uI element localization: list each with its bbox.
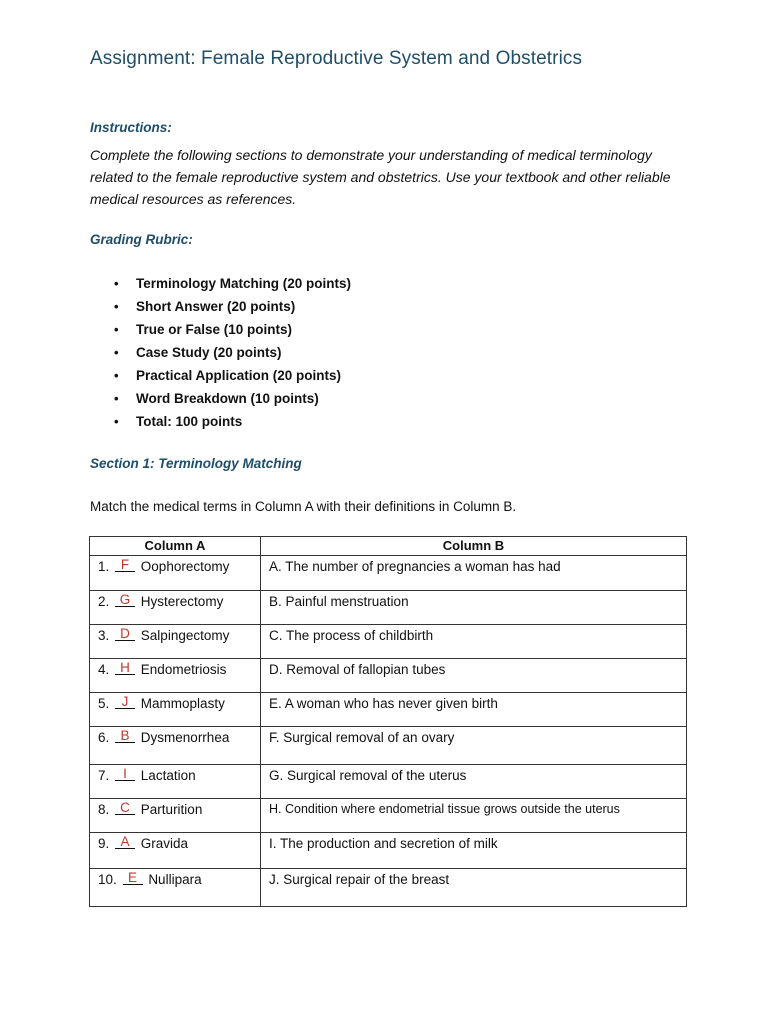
term-cell: 4. H Endometriosis <box>90 659 261 693</box>
term-cell: 7. I Lactation <box>90 765 261 799</box>
definition-cell: I. The production and secretion of milk <box>261 833 687 869</box>
bullet-icon: • <box>114 368 119 383</box>
rubric-list <box>110 273 351 434</box>
definition-cell: B. Painful menstruation <box>261 591 687 625</box>
table-row <box>90 727 687 765</box>
answer-blank[interactable]: E <box>123 871 143 885</box>
term-cell: 3. D Salpingectomy <box>90 625 261 659</box>
matching-table <box>89 536 687 907</box>
rubric-item: • Short Answer (20 points) <box>110 296 351 319</box>
table-row <box>90 833 687 869</box>
rubric-item: • Practical Application (20 points) <box>110 365 351 388</box>
table-row <box>90 556 687 591</box>
column-a-header: Column A <box>90 537 261 556</box>
bullet-icon: • <box>114 322 119 337</box>
answer-blank[interactable]: H <box>115 661 135 675</box>
definition-cell: G. Surgical removal of the uterus <box>261 765 687 799</box>
table-row <box>90 659 687 693</box>
table-row <box>90 693 687 727</box>
rubric-item: • Word Breakdown (10 points) <box>110 388 351 411</box>
section1-intro: Match the medical terms in Column A with their definitions in Column B. <box>90 499 517 514</box>
term-cell: 5. J Mammoplasty <box>90 693 261 727</box>
assignment-title: Assignment: Female Reproductive System and Obstetrics <box>90 48 583 69</box>
definition-cell: A. The number of pregnancies a woman has had <box>261 556 687 591</box>
definition-cell: J. Surgical repair of the breast <box>261 869 687 907</box>
bullet-icon: • <box>114 414 119 429</box>
answer-blank[interactable]: B <box>115 729 135 743</box>
rubric-item: • Terminology Matching (20 points) <box>110 273 351 296</box>
table-row <box>90 799 687 833</box>
answer-blank[interactable]: D <box>115 627 135 641</box>
term-cell: 2. G Hysterectomy <box>90 591 261 625</box>
term-cell: 8. C Parturition <box>90 799 261 833</box>
term-cell: 9. A Gravida <box>90 833 261 869</box>
definition-cell: F. Surgical removal of an ovary <box>261 727 687 765</box>
bullet-icon: • <box>114 299 119 314</box>
definition-cell: E. A woman who has never given birth <box>261 693 687 727</box>
answer-blank[interactable]: A <box>115 835 135 849</box>
rubric-item: • True or False (10 points) <box>110 319 351 342</box>
table-row <box>90 765 687 799</box>
term-cell: 1. F Oophorectomy <box>90 556 261 591</box>
section1-heading: Section 1: Terminology Matching <box>90 456 302 471</box>
instructions-heading: Instructions: <box>90 120 172 135</box>
definition-cell: H. Condition where endometrial tissue grows outside the uterus <box>261 799 687 833</box>
table-row <box>90 625 687 659</box>
answer-blank[interactable]: F <box>115 558 135 572</box>
bullet-icon: • <box>114 345 119 360</box>
bullet-icon: • <box>114 276 119 291</box>
answer-blank[interactable]: J <box>115 695 135 709</box>
table-row <box>90 591 687 625</box>
rubric-item: • Total: 100 points <box>110 411 351 434</box>
term-cell: 10. E Nullipara <box>90 869 261 907</box>
answer-blank[interactable]: G <box>115 593 135 607</box>
answer-blank[interactable]: C <box>115 801 135 815</box>
term-cell: 6. B Dysmenorrhea <box>90 727 261 765</box>
instructions-text: Complete the following sections to demonstrate your understanding of medical terminology related to the female reproductive system and obstetrics. Use your textbook and other reliable medical resources as references. <box>90 147 671 207</box>
definition-cell: D. Removal of fallopian tubes <box>261 659 687 693</box>
table-row <box>90 869 687 907</box>
bullet-icon: • <box>114 391 119 406</box>
rubric-item: • Case Study (20 points) <box>110 342 351 365</box>
answer-blank[interactable]: I <box>115 767 135 781</box>
rubric-heading: Grading Rubric: <box>90 232 193 247</box>
column-b-header: Column B <box>261 537 687 556</box>
definition-cell: C. The process of childbirth <box>261 625 687 659</box>
